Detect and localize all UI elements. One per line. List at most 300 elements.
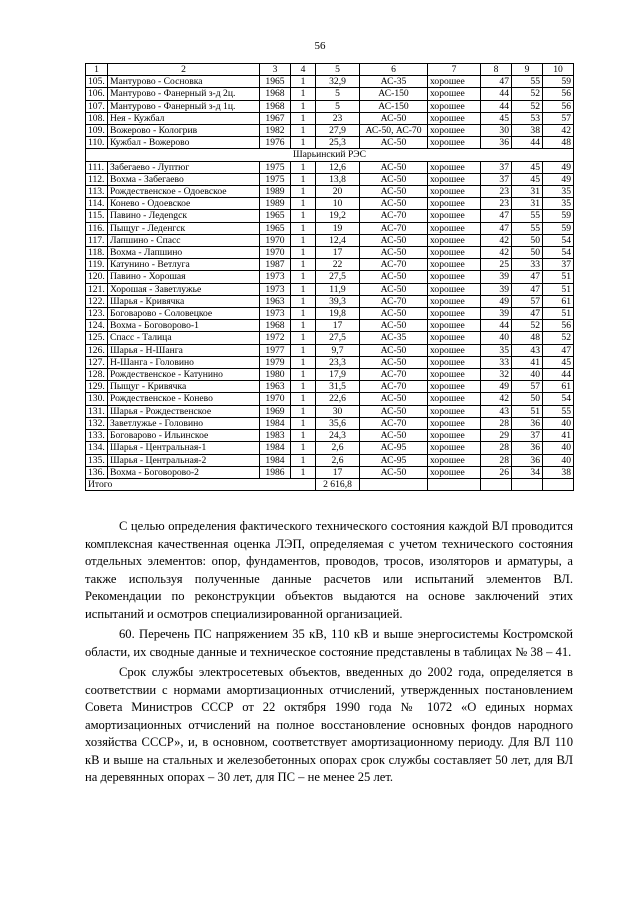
table-cell: 1 (291, 222, 316, 234)
table-cell: 127. (86, 356, 108, 368)
table-cell: 113. (86, 186, 108, 198)
table-cell: 126. (86, 344, 108, 356)
table-cell: хорошее (428, 271, 481, 283)
table-cell: 1973 (260, 308, 291, 320)
table-cell: 27,9 (316, 125, 360, 137)
table-cell: 1965 (260, 210, 291, 222)
table-row (86, 173, 574, 185)
table-cell: 36 (512, 417, 543, 429)
table-cell: 47 (481, 76, 512, 88)
table-cell: 37 (543, 259, 574, 271)
table-cell: 45 (512, 161, 543, 173)
table-cell: 116. (86, 222, 108, 234)
table-cell: 33 (512, 259, 543, 271)
table-cell: 44 (543, 369, 574, 381)
table-cell: 1963 (260, 295, 291, 307)
table-cell: 40 (543, 417, 574, 429)
table-cell: 1 (291, 210, 316, 222)
table-cell: хорошее (428, 295, 481, 307)
table-cell: 1 (291, 417, 316, 429)
table-cell: АС-70 (360, 295, 428, 307)
table-cell: 111. (86, 161, 108, 173)
table-row (86, 112, 574, 124)
table-row (86, 308, 574, 320)
table-cell: 112. (86, 173, 108, 185)
table-cell: 1 (291, 381, 316, 393)
table-row (86, 344, 574, 356)
table-cell: 51 (543, 308, 574, 320)
table-cell: хорошее (428, 247, 481, 259)
table-row (86, 210, 574, 222)
table-cell: 109. (86, 125, 108, 137)
table-cell: хорошее (428, 454, 481, 466)
table-cell: 39 (481, 271, 512, 283)
table-cell: 9,7 (316, 344, 360, 356)
table-cell: 56 (543, 100, 574, 112)
table-row (86, 381, 574, 393)
table-cell: 49 (543, 161, 574, 173)
table-cell: 136. (86, 466, 108, 478)
table-cell: АС-70 (360, 417, 428, 429)
paragraph: Срок службы электросетевых объектов, введенных до 2002 года, определяется в соответствии с нормами амортизационных отчислений, утвержденных постановлением Совета Министров СССР от 22 октября 1990 года № 1072 «О единых нормах амортизационных отчислений на полное восстановление основных фондов народного хозяйства СССР», и, в основном, соответствует амортизационному периоду. Для ВЛ 110 кВ и выше на стальных и железобетонных опорах срок службы составляет 50 лет, для ВЛ на деревянных опорах – 30 лет, для ПС – не менее 25 лет. (85, 665, 573, 784)
table-cell: хорошее (428, 100, 481, 112)
table-cell: хорошее (428, 344, 481, 356)
table-cell: 57 (543, 112, 574, 124)
table-cell: 1970 (260, 247, 291, 259)
table-cell: 3 (260, 64, 291, 76)
table-cell: 27,5 (316, 271, 360, 283)
table-cell: Боговарово - Ильинское (108, 430, 260, 442)
table-cell: хорошее (428, 186, 481, 198)
table-cell: АС-70 (360, 369, 428, 381)
table-cell: 59 (543, 210, 574, 222)
table-cell: хорошее (428, 442, 481, 454)
table-cell: 5 (316, 64, 360, 76)
table-row (86, 161, 574, 173)
table-cell: хорошее (428, 210, 481, 222)
table-cell: 1980 (260, 369, 291, 381)
total-row (86, 478, 574, 490)
table-cell: 17 (316, 247, 360, 259)
table-row (86, 88, 574, 100)
table-cell: 35,6 (316, 417, 360, 429)
table-cell: хорошее (428, 76, 481, 88)
table-cell: 23 (481, 198, 512, 210)
table-cell: 48 (512, 332, 543, 344)
table-cell: 133. (86, 430, 108, 442)
table-cell: Шарья - Центральная-1 (108, 442, 260, 454)
table-row (86, 259, 574, 271)
table-row (86, 186, 574, 198)
table-cell: 1987 (260, 259, 291, 271)
table-header-row (86, 64, 574, 76)
table-cell: 124. (86, 320, 108, 332)
table-cell: хорошее (428, 88, 481, 100)
table-cell: 1 (291, 344, 316, 356)
total-value: 2 616,8 (316, 478, 360, 490)
table-row (86, 356, 574, 368)
table-cell: 1 (291, 405, 316, 417)
table-cell: 10 (316, 198, 360, 210)
table-cell: АС-50 (360, 173, 428, 185)
table-cell: 107. (86, 100, 108, 112)
table-cell: 49 (481, 381, 512, 393)
table-cell: 1977 (260, 344, 291, 356)
table-cell: АС-50 (360, 234, 428, 246)
table-cell: хорошее (428, 161, 481, 173)
table-cell: 32,9 (316, 76, 360, 88)
table-cell: 50 (512, 247, 543, 259)
table-cell: 54 (543, 247, 574, 259)
table-cell: 123. (86, 308, 108, 320)
table-cell: 1984 (260, 454, 291, 466)
table-row (86, 247, 574, 259)
table-cell: 1 (291, 430, 316, 442)
table-cell: хорошее (428, 283, 481, 295)
table-cell: 40 (543, 442, 574, 454)
table-cell: 1 (291, 454, 316, 466)
table-cell: 1 (291, 198, 316, 210)
table-cell: 56 (543, 320, 574, 332)
table-cell: 120. (86, 271, 108, 283)
table-cell: хорошее (428, 222, 481, 234)
table-cell: Забегаево - Луптюг (108, 161, 260, 173)
table-cell: 44 (512, 137, 543, 149)
table-cell: хорошее (428, 393, 481, 405)
table-cell: 7 (428, 64, 481, 76)
table-cell: АС-50, АС-70 (360, 125, 428, 137)
table-row (86, 332, 574, 344)
table-row (86, 320, 574, 332)
table-cell: 51 (543, 283, 574, 295)
table-cell: 13,8 (316, 173, 360, 185)
table-cell: 35 (543, 198, 574, 210)
table-cell: АС-70 (360, 381, 428, 393)
table-cell: 1973 (260, 271, 291, 283)
table-cell: 23,3 (316, 356, 360, 368)
table-cell: 36 (481, 137, 512, 149)
table-cell: 38 (512, 125, 543, 137)
empty-cell (543, 478, 574, 490)
table-cell: 106. (86, 88, 108, 100)
table-cell: 1 (291, 320, 316, 332)
table-cell: 50 (512, 393, 543, 405)
table-cell: хорошее (428, 430, 481, 442)
table-cell: 22 (316, 259, 360, 271)
table-cell: 36 (512, 442, 543, 454)
table-cell: 1 (291, 137, 316, 149)
table-cell: 43 (481, 405, 512, 417)
table-cell: 39 (481, 283, 512, 295)
table-cell: 45 (512, 173, 543, 185)
table-cell: 30 (316, 405, 360, 417)
table-cell: 44 (481, 88, 512, 100)
table-cell: 1979 (260, 356, 291, 368)
table-cell: 117. (86, 234, 108, 246)
table-cell: 129. (86, 381, 108, 393)
table-cell: АС-50 (360, 198, 428, 210)
table-cell: 5 (316, 100, 360, 112)
table-cell: 1 (291, 173, 316, 185)
table-cell: хорошее (428, 320, 481, 332)
table-cell: 1968 (260, 88, 291, 100)
table-cell: Шарья - Кривячка (108, 295, 260, 307)
empty-cell (360, 478, 428, 490)
table-cell: 39 (481, 308, 512, 320)
table-cell: Конево - Одоевское (108, 198, 260, 210)
table-cell: 1982 (260, 125, 291, 137)
table-cell: 47 (512, 283, 543, 295)
table-cell: 1 (291, 186, 316, 198)
table-cell: 1 (291, 295, 316, 307)
table-cell: 56 (543, 88, 574, 100)
table-cell: 19 (316, 222, 360, 234)
table-cell: АС-70 (360, 259, 428, 271)
table-cell: 35 (543, 186, 574, 198)
table-cell: 40 (543, 454, 574, 466)
table-cell: 47 (512, 308, 543, 320)
table-cell: 50 (512, 234, 543, 246)
table-cell: 29 (481, 430, 512, 442)
table-cell: 114. (86, 198, 108, 210)
table-cell: хорошее (428, 332, 481, 344)
table-cell: 1969 (260, 405, 291, 417)
table-cell: Рождественское - Одоевское (108, 186, 260, 198)
table-cell: 125. (86, 332, 108, 344)
power-lines-table (85, 63, 574, 491)
table-cell: 47 (512, 271, 543, 283)
table-cell: 37 (481, 173, 512, 185)
table-cell: 1975 (260, 173, 291, 185)
table-cell: АС-95 (360, 442, 428, 454)
table-cell: 17,9 (316, 369, 360, 381)
table-cell: Шарья - Рождественское (108, 405, 260, 417)
table-cell: 1968 (260, 100, 291, 112)
table-row (86, 295, 574, 307)
table-cell: 1 (291, 125, 316, 137)
table-cell: 49 (481, 295, 512, 307)
table-row (86, 442, 574, 454)
table-cell: 31,5 (316, 381, 360, 393)
table-row (86, 430, 574, 442)
table-cell: 132. (86, 417, 108, 429)
table-row (86, 369, 574, 381)
table-cell: Нея - Кужбал (108, 112, 260, 124)
table-cell: 1 (291, 247, 316, 259)
table-cell: 110. (86, 137, 108, 149)
table-cell: 1986 (260, 466, 291, 478)
table-cell: АС-150 (360, 88, 428, 100)
table-cell: Мантурово - Фанерный з-д 2ц. (108, 88, 260, 100)
table-cell: АС-95 (360, 454, 428, 466)
table-cell: 31 (512, 186, 543, 198)
table-cell: 38 (543, 466, 574, 478)
total-label: Итого (86, 478, 316, 490)
table-cell: 131. (86, 405, 108, 417)
table-cell: 1983 (260, 430, 291, 442)
table-cell: 23 (481, 186, 512, 198)
table-cell: хорошее (428, 112, 481, 124)
table-cell: 42 (481, 247, 512, 259)
table-cell: 45 (481, 112, 512, 124)
table-cell: 1973 (260, 283, 291, 295)
table-cell: 9 (512, 64, 543, 76)
table-cell: хорошее (428, 137, 481, 149)
table-cell: АС-50 (360, 466, 428, 478)
table-cell: АС-50 (360, 271, 428, 283)
table-cell: 119. (86, 259, 108, 271)
table-cell: 1984 (260, 442, 291, 454)
table-cell: 121. (86, 283, 108, 295)
table-cell: 1975 (260, 161, 291, 173)
table-row (86, 198, 574, 210)
table-cell: 1970 (260, 393, 291, 405)
section-row (86, 149, 574, 161)
table-cell: 17 (316, 320, 360, 332)
table-row (86, 405, 574, 417)
table-cell: 23 (316, 112, 360, 124)
table-cell: 1 (291, 332, 316, 344)
table-cell: 42 (543, 125, 574, 137)
table-cell: 44 (481, 100, 512, 112)
table-cell: Лапшино - Спасс (108, 234, 260, 246)
table-cell: Павино - Хорошая (108, 271, 260, 283)
table-row (86, 137, 574, 149)
table-cell: 1 (291, 283, 316, 295)
table-cell: Рождественское - Катунино (108, 369, 260, 381)
table-cell: АС-50 (360, 112, 428, 124)
table-cell: 41 (512, 356, 543, 368)
table-cell: 1 (86, 64, 108, 76)
table-cell: 1963 (260, 381, 291, 393)
table-cell: АС-50 (360, 430, 428, 442)
table-cell: 1 (291, 112, 316, 124)
table-cell: 2 (108, 64, 260, 76)
empty-cell (481, 478, 512, 490)
table-cell: Катунино - Ветлуга (108, 259, 260, 271)
table-cell: 28 (481, 454, 512, 466)
body-text (85, 518, 573, 790)
table-cell: 41 (543, 430, 574, 442)
table-row (86, 234, 574, 246)
table-cell: 118. (86, 247, 108, 259)
table-cell: хорошее (428, 405, 481, 417)
table-cell: хорошее (428, 259, 481, 271)
table-cell: 47 (481, 210, 512, 222)
table-cell: 35 (481, 344, 512, 356)
table-cell: 55 (512, 210, 543, 222)
table-cell: хорошее (428, 173, 481, 185)
table-cell: АС-50 (360, 186, 428, 198)
table-cell: 1 (291, 100, 316, 112)
paragraph: 60. Перечень ПС напряжением 35 кВ, 110 кВ и выше энергосистемы Костромской области, их сводные данные и техническое состояние представлены в таблицах № 38 – 41. (85, 627, 573, 659)
table-row (86, 393, 574, 405)
table-cell: АС-70 (360, 222, 428, 234)
table-cell: хорошее (428, 198, 481, 210)
table-cell: 115. (86, 210, 108, 222)
table-cell: Спасс - Талица (108, 332, 260, 344)
table-cell: 1 (291, 466, 316, 478)
table-cell: 134. (86, 442, 108, 454)
table-cell: 1 (291, 356, 316, 368)
table-cell: 4 (291, 64, 316, 76)
table-cell: Вохма - Забегаево (108, 173, 260, 185)
table-cell: 10 (543, 64, 574, 76)
table-cell: АС-70 (360, 210, 428, 222)
table-cell: Шарья - Центральная-2 (108, 454, 260, 466)
table-cell: 31 (512, 198, 543, 210)
table-cell: 1 (291, 234, 316, 246)
table-cell: 57 (512, 295, 543, 307)
table-cell: 33 (481, 356, 512, 368)
table-cell: АС-50 (360, 137, 428, 149)
table-cell: 2,6 (316, 442, 360, 454)
table-cell: 1 (291, 76, 316, 88)
table-cell: 1 (291, 369, 316, 381)
table-cell: 1 (291, 271, 316, 283)
table-cell: Боговарово - Соловецкое (108, 308, 260, 320)
table-cell: 55 (512, 222, 543, 234)
table-cell: 1 (291, 442, 316, 454)
table-cell: 32 (481, 369, 512, 381)
table-cell: 12,4 (316, 234, 360, 246)
table-cell: 37 (512, 430, 543, 442)
table-cell: 2,6 (316, 454, 360, 466)
section-title: Шарьинский РЭС (86, 149, 574, 161)
table-cell: 25 (481, 259, 512, 271)
table-cell: Заветлужье - Головино (108, 417, 260, 429)
table-cell: 19,2 (316, 210, 360, 222)
table-cell: 25,3 (316, 137, 360, 149)
table-cell: Шарья - Н-Шанга (108, 344, 260, 356)
table-cell: 1989 (260, 198, 291, 210)
table-cell: 34 (512, 466, 543, 478)
table-cell: 51 (512, 405, 543, 417)
table-row (86, 283, 574, 295)
table-cell: АС-35 (360, 76, 428, 88)
table-cell: 42 (481, 234, 512, 246)
table-cell: АС-50 (360, 320, 428, 332)
table-cell: Пыщуг - Леденгск (108, 222, 260, 234)
table-cell: 26 (481, 466, 512, 478)
table-cell: хорошее (428, 381, 481, 393)
table-cell: 57 (512, 381, 543, 393)
table-cell: Пыщуг - Кривячка (108, 381, 260, 393)
table-cell: 51 (543, 271, 574, 283)
table-row (86, 454, 574, 466)
table-row (86, 125, 574, 137)
table-cell: 52 (512, 100, 543, 112)
table-cell: Павино - Ледengск (108, 210, 260, 222)
table-cell: 1965 (260, 76, 291, 88)
table-cell: 105. (86, 76, 108, 88)
table-cell: 59 (543, 222, 574, 234)
table-cell: 128. (86, 369, 108, 381)
table-cell: 24,3 (316, 430, 360, 442)
table-cell: 19,8 (316, 308, 360, 320)
table-cell: 47 (481, 222, 512, 234)
table-cell: 37 (481, 161, 512, 173)
table-cell: 1970 (260, 234, 291, 246)
table-cell: хорошее (428, 234, 481, 246)
table-cell: Рождественское - Конево (108, 393, 260, 405)
table-cell: 55 (543, 405, 574, 417)
table-cell: 17 (316, 466, 360, 478)
table-cell: хорошее (428, 125, 481, 137)
table-cell: 130. (86, 393, 108, 405)
table-cell: Хорошая - Заветлужье (108, 283, 260, 295)
table-cell: 1972 (260, 332, 291, 344)
